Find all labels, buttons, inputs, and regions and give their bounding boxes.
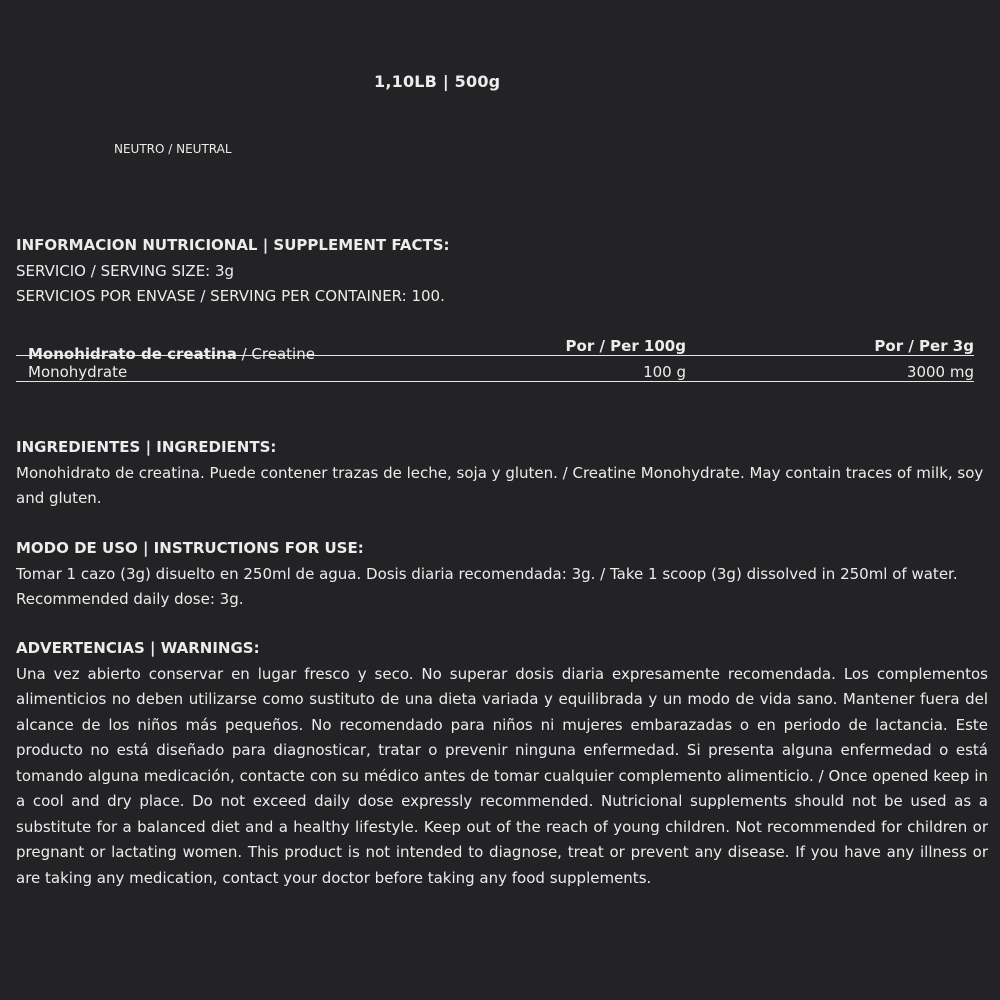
serving-size: SERVICIO / SERVING SIZE: 3g [16, 261, 235, 280]
usage-text: Tomar 1 cazo (3g) disuelto en 250ml de agua. Dosis diaria recomendada: 3g. / Take 1 scoop (3g) dissolved in 250ml of water. Recommended daily dose: 3g. [16, 564, 958, 608]
supplement-facts [16, 233, 986, 310]
servings-per-container: SERVICIOS POR ENVASE / SERVING PER CONTAINER: 100. [16, 287, 445, 305]
usage-title: MODO DE USO | INSTRUCTIONS FOR USE: [16, 539, 364, 557]
product-weight: 1,10LB | 500g [374, 72, 501, 91]
ingredients-text: Monohidrato de creatina. Puede contener trazas de leche, soja y gluten. / Creatine Monohydrate. May contain traces of milk, soy and gluten. [16, 463, 984, 507]
usage-section [16, 536, 988, 613]
nutrition-table [16, 333, 974, 382]
ingredient-name [16, 345, 416, 381]
column-header-per-100g: Por / Per 100g [565, 337, 686, 355]
column-header-per-3g: Por / Per 3g [874, 337, 974, 355]
ingredient-name-en: / Creatine Monohydrate [28, 345, 315, 381]
value-per-3g: 3000 mg [906, 363, 974, 381]
product-flavor: NEUTRO / NEUTRAL [114, 142, 232, 156]
warnings-title: ADVERTENCIAS | WARNINGS: [16, 639, 260, 657]
ingredients-section [16, 435, 988, 512]
value-per-100g: 100 g [643, 363, 686, 381]
ingredient-name-es: Monohidrato de creatina [28, 345, 237, 363]
warnings-text: Una vez abierto conservar en lugar fresco y seco. No superar dosis diaria expresamente recomendada. Los complementos alimenticios no deben utilizarse como sustituto de una dieta variada y equilibrada y un modo de vida sano. Mantener fuera del alcance de los niños más pequeños. No recomendado para niños ni mujeres embarazadas o en periodo de lactancia. Este producto no está diseñado para diagnosticar, tratar o prevenir ninguna enfermedad. Si presenta alguna enfermedad o está tomando alguna medicación, contacte con su médico antes de tomar cualquier complemento alimenticio. / Once opened keep in a cool and dry place. Do not exceed daily dose expressly recommended. Nutricional supplements should not be used as a substitute for a balanced diet and a healthy lifestyle. Keep out of the reach of young children. Not recommended for children or pregnant or lactating women. This product is not intended to diagnose, treat or prevent any disease. If you have any illness or are taking any medication, contact your doctor before taking any food supplements. [16, 664, 988, 887]
warnings-section [16, 636, 988, 891]
facts-title: INFORMACION NUTRICIONAL | SUPPLEMENT FACTS: [16, 236, 450, 254]
ingredients-title: INGREDIENTES | INGREDIENTS: [16, 438, 277, 456]
